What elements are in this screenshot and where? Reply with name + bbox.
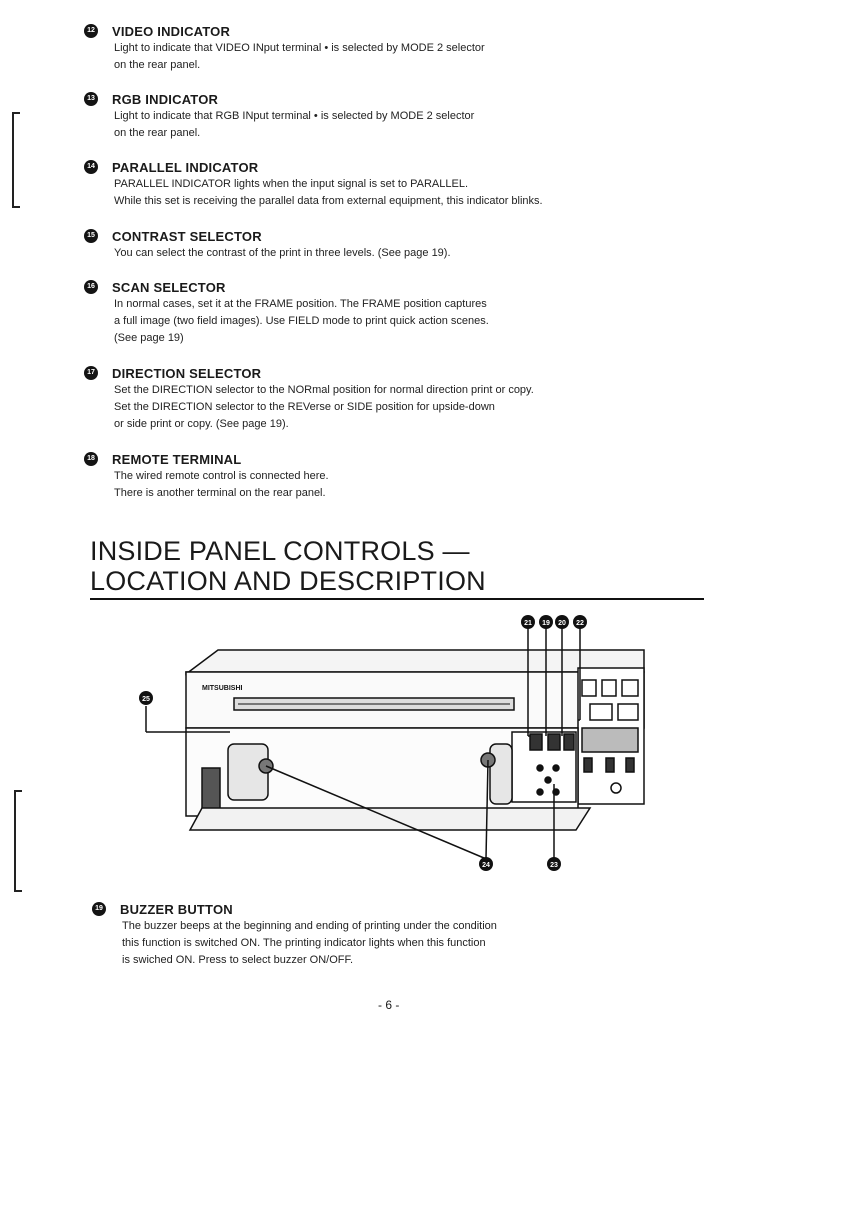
entry-title: REMOTE TERMINAL bbox=[112, 451, 242, 467]
entry-video-indicator bbox=[84, 22, 784, 74]
section-heading-line2: LOCATION AND DESCRIPTION bbox=[90, 566, 486, 596]
body-line: a full image (two field images). Use FIELD mode to print quick action scenes. bbox=[114, 315, 489, 327]
body-line: (See page 19) bbox=[114, 332, 184, 344]
page-number: - 6 - bbox=[378, 998, 400, 1012]
callout-badge-left: 25 bbox=[142, 696, 150, 703]
entry-title: BUZZER BUTTON bbox=[120, 901, 233, 917]
body-line: PARALLEL INDICATOR lights when the input signal is set to PARALLEL. bbox=[114, 178, 469, 190]
entry-scan-selector bbox=[84, 278, 784, 347]
body-line: on the rear panel. bbox=[114, 127, 201, 139]
entry-body bbox=[114, 468, 784, 502]
callout-badge: 12 bbox=[84, 24, 98, 38]
body-line: is swiched ON. Press to select buzzer ON/OFF. bbox=[122, 954, 354, 966]
entry-body bbox=[114, 382, 784, 433]
entry-body bbox=[114, 296, 784, 347]
body-line: Light to indicate that RGB INput terminal • is selected by MODE 2 selector bbox=[114, 110, 475, 122]
entry-body bbox=[114, 176, 784, 210]
entry-buzzer-button bbox=[92, 900, 792, 969]
entry-body bbox=[114, 245, 784, 262]
body-line: The buzzer beeps at the beginning and ending of printing under the condition bbox=[122, 920, 497, 932]
entry-rgb-indicator bbox=[84, 90, 784, 142]
callout-badge: 15 bbox=[84, 229, 98, 243]
margin-bracket-lower bbox=[14, 790, 22, 892]
entry-title: RGB INDICATOR bbox=[112, 91, 219, 107]
callout-badge: 16 bbox=[84, 280, 98, 294]
body-line: or side print or copy. (See page 19). bbox=[114, 418, 289, 430]
body-line: this function is switched ON. The printing indicator lights when this function bbox=[122, 937, 486, 949]
body-line: In normal cases, set it at the FRAME position. The FRAME position captures bbox=[114, 298, 487, 310]
callout-badge: 14 bbox=[84, 160, 98, 174]
section-heading bbox=[90, 536, 704, 600]
callout-badge: 17 bbox=[84, 366, 98, 380]
body-line: While this set is receiving the parallel data from external equipment, this indicator blinks. bbox=[114, 195, 543, 207]
callout-badge: 13 bbox=[84, 92, 98, 106]
brand-text: MITSUBISHI bbox=[202, 685, 243, 692]
body-line: The wired remote control is connected here. bbox=[114, 470, 329, 482]
body-line: You can select the contrast of the print in three levels. (See page 19). bbox=[114, 247, 451, 259]
entry-direction-selector bbox=[84, 364, 784, 433]
body-line: Set the DIRECTION selector to the NORmal position for normal direction print or copy. bbox=[114, 384, 534, 396]
callout-badge-top: 21 bbox=[524, 620, 532, 627]
body-line: Set the DIRECTION selector to the REVerse or SIDE position for upside-down bbox=[114, 401, 495, 413]
entry-title: SCAN SELECTOR bbox=[112, 279, 226, 295]
section-heading-line1: INSIDE PANEL CONTROLS — bbox=[90, 536, 470, 566]
callout-badge-bottom: 23 bbox=[550, 862, 558, 869]
callout-badge: 19 bbox=[92, 902, 106, 916]
entry-body bbox=[114, 40, 784, 74]
callout-badge-top: 20 bbox=[558, 620, 566, 627]
callout-badge-bottom: 24 bbox=[482, 862, 490, 869]
callout-badge-top: 22 bbox=[576, 620, 584, 627]
entry-contrast-selector bbox=[84, 227, 784, 262]
entry-title: VIDEO INDICATOR bbox=[112, 23, 231, 39]
entry-parallel-indicator bbox=[84, 158, 784, 210]
entry-remote-terminal bbox=[84, 450, 784, 502]
margin-bracket-upper bbox=[12, 112, 20, 208]
entry-title: PARALLEL INDICATOR bbox=[112, 159, 259, 175]
body-line: on the rear panel. bbox=[114, 59, 201, 71]
entry-body bbox=[122, 918, 792, 969]
entry-title: CONTRAST SELECTOR bbox=[112, 228, 262, 244]
entry-body bbox=[114, 108, 784, 142]
body-line: There is another terminal on the rear panel. bbox=[114, 487, 326, 499]
entry-title: DIRECTION SELECTOR bbox=[112, 365, 262, 381]
body-line: Light to indicate that VIDEO INput terminal • is selected by MODE 2 selector bbox=[114, 42, 485, 54]
printer-diagram bbox=[120, 608, 660, 880]
callout-badge-top: 19 bbox=[542, 620, 550, 627]
callout-badge: 18 bbox=[84, 452, 98, 466]
